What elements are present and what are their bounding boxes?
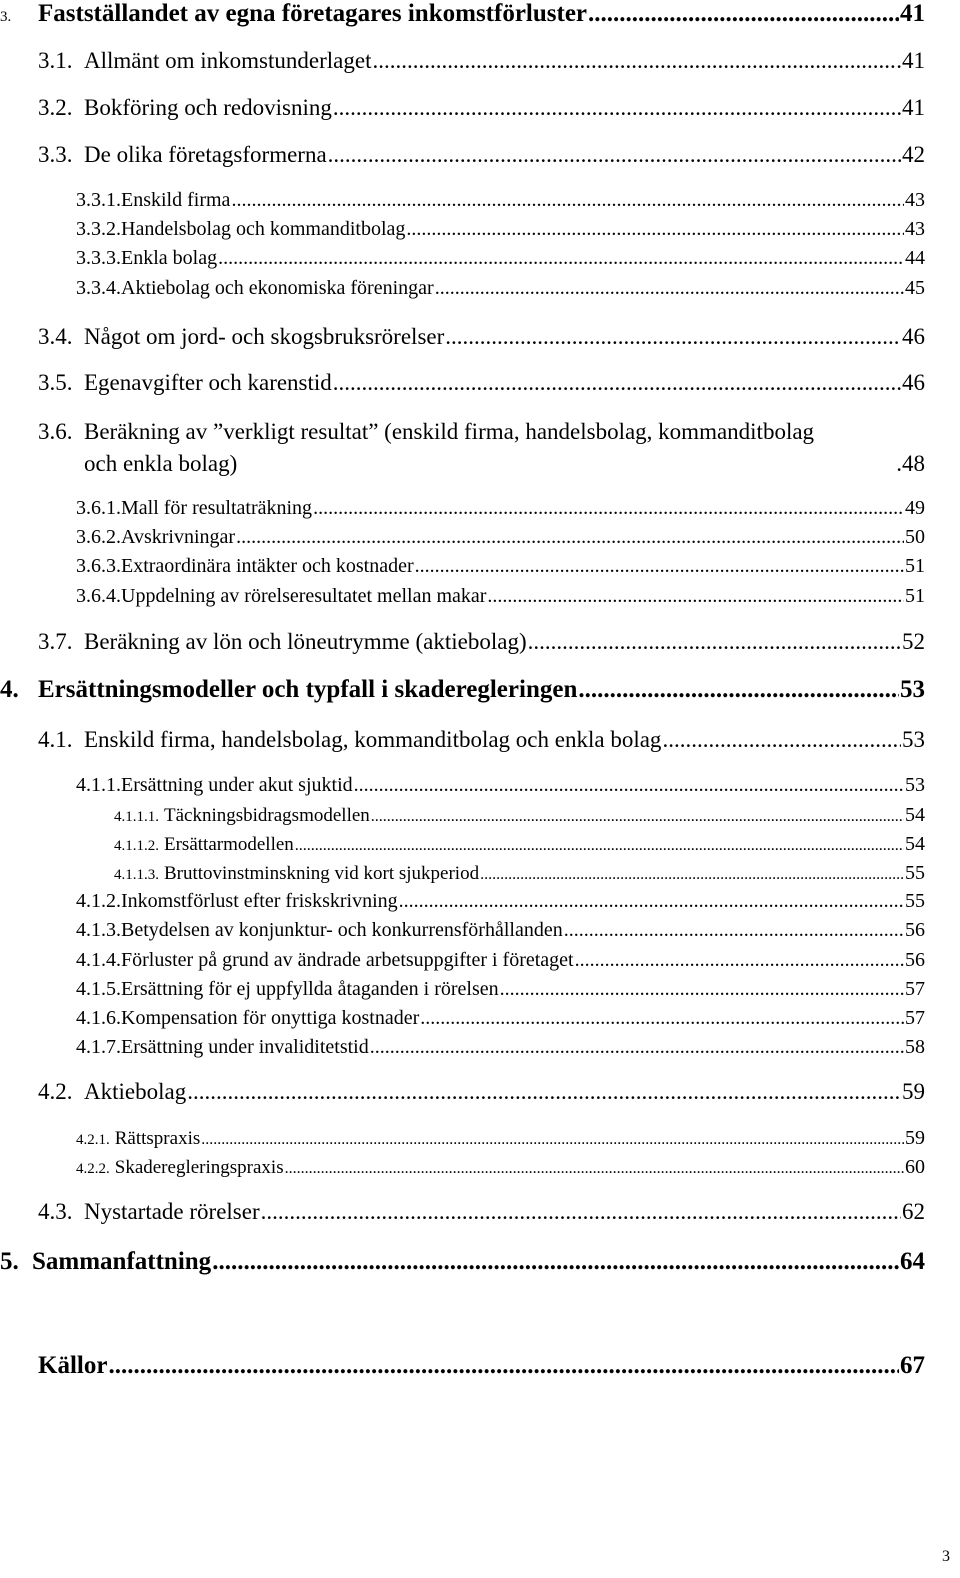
toc-entry-label: Enskild firma, handelsbolag, kommanditbolag och enkla bolag bbox=[84, 727, 662, 752]
toc-entry-number: 3.3.3. bbox=[76, 247, 121, 269]
toc-entry-label: Skaderegleringspraxis bbox=[114, 1157, 284, 1178]
toc-entry-number: 3.5. bbox=[38, 370, 73, 395]
toc-leader-dots bbox=[445, 324, 901, 350]
toc-entry-4-1-5[interactable] bbox=[76, 978, 925, 1001]
toc-entry-page: 51 bbox=[905, 555, 925, 577]
toc-entry-3-6-3[interactable] bbox=[76, 555, 925, 578]
toc-entry-page: 57 bbox=[905, 1007, 925, 1029]
toc-entry-3-6-2[interactable] bbox=[76, 526, 925, 549]
toc-entry-3-2[interactable] bbox=[38, 95, 925, 121]
toc-entry-number: 4.1.1. bbox=[76, 774, 121, 796]
toc-entry-page: 58 bbox=[905, 1036, 925, 1058]
toc-leader-dots bbox=[662, 727, 901, 753]
toc-entry-label: Aktiebolag bbox=[84, 1079, 187, 1104]
toc-entry-4-1-6[interactable] bbox=[76, 1007, 925, 1030]
toc-entry-number: 4.1.1.2. bbox=[114, 838, 159, 854]
toc-entry-4-3[interactable] bbox=[38, 1199, 925, 1225]
toc-entry-4-1-4[interactable] bbox=[76, 949, 925, 972]
toc-entry-page: 41 bbox=[902, 95, 925, 120]
toc-entry-number: 3. bbox=[0, 9, 12, 25]
toc-entry-page: 57 bbox=[905, 978, 925, 1000]
toc-entry-label: Ersättarmodellen bbox=[164, 834, 294, 855]
toc-entry-number: 4.1.7. bbox=[76, 1036, 121, 1058]
toc-entry-page: 54 bbox=[905, 833, 925, 855]
toc-leader-dots bbox=[588, 0, 899, 29]
toc-entry-4-1-1-1[interactable] bbox=[114, 804, 925, 827]
toc-entry-3-6-4[interactable] bbox=[76, 585, 925, 608]
toc-leader-dots bbox=[487, 585, 904, 608]
toc-entry-kallor[interactable] bbox=[38, 1352, 925, 1381]
toc-entry-4-1-1[interactable] bbox=[76, 774, 925, 797]
toc-entry-label: Sammanfattning bbox=[32, 1248, 212, 1275]
toc-leader-dots bbox=[371, 808, 904, 826]
page-number: 3 bbox=[942, 1548, 950, 1565]
toc-entry-number: 3.3.4. bbox=[76, 277, 121, 299]
toc-entry-number: 4.1.4. bbox=[76, 949, 121, 971]
toc-entry-label: Beräkning av ”verkligt resultat” (enskild firma, handelsbolag, kommanditbolag bbox=[84, 419, 815, 444]
toc-entry-label: Fastställandet av egna företagares inkomstförluster bbox=[38, 0, 588, 27]
toc-entry-number: 3.4. bbox=[38, 324, 73, 349]
toc-entry-number: 4.2.2. bbox=[76, 1161, 110, 1177]
toc-entry-4-1[interactable] bbox=[38, 727, 925, 753]
toc-entry-label: Källor bbox=[38, 1352, 108, 1379]
toc-entry-3-3-2[interactable] bbox=[76, 218, 925, 241]
toc-entry-4-1-2[interactable] bbox=[76, 890, 925, 913]
toc-entry-label: Förluster på grund av ändrade arbetsuppgifter i företaget bbox=[121, 949, 574, 971]
toc-entry-number: 3.1. bbox=[38, 48, 73, 73]
toc-entry-page: 56 bbox=[905, 949, 925, 971]
toc-entry-page: 55 bbox=[905, 862, 925, 884]
toc-entry-label: Ersättning under akut sjuktid bbox=[121, 774, 353, 796]
toc-entry-3-7[interactable] bbox=[38, 629, 925, 655]
toc-entry-5[interactable] bbox=[0, 1248, 925, 1277]
toc-entry-page: 51 bbox=[905, 585, 925, 607]
toc-entry-4[interactable] bbox=[0, 676, 925, 705]
toc-leader-dots bbox=[261, 1199, 901, 1225]
toc-entry-label: Aktiebolag och ekonomiska föreningar bbox=[121, 277, 434, 299]
toc-entry-label: Enskild firma bbox=[121, 189, 231, 211]
toc-entry-3-4[interactable] bbox=[38, 324, 925, 350]
toc-entry-number: 3.6.1. bbox=[76, 497, 121, 519]
toc-entry-label: Mall för resultaträkning bbox=[121, 497, 313, 519]
toc-leader-dots bbox=[231, 189, 904, 212]
toc-entry-label: De olika företagsformerna bbox=[84, 142, 327, 167]
toc-entry-3-3-1[interactable] bbox=[76, 189, 925, 212]
toc-entry-3-5[interactable] bbox=[38, 370, 925, 396]
toc-entry-4-1-1-3[interactable] bbox=[114, 862, 925, 885]
toc-entry-number: 4.1.3. bbox=[76, 919, 121, 941]
toc-entry-page: 53 bbox=[900, 676, 925, 703]
toc-leader-dots bbox=[201, 1131, 904, 1149]
toc-entry-number: 3.3. bbox=[38, 142, 73, 167]
toc-entry-4-1-7[interactable] bbox=[76, 1036, 925, 1059]
toc-leader-dots bbox=[218, 247, 904, 270]
toc-entry-4-1-1-2[interactable] bbox=[114, 833, 925, 856]
toc-entry-number: 4.2.1. bbox=[76, 1132, 110, 1148]
toc-entry-4-1-3[interactable] bbox=[76, 919, 925, 942]
toc-entry-page: 55 bbox=[905, 890, 925, 912]
toc-leader-dots bbox=[578, 676, 899, 705]
toc-entry-page: 43 bbox=[905, 218, 925, 240]
toc-leader-dots bbox=[415, 555, 904, 578]
toc-entry-page: 53 bbox=[905, 774, 925, 796]
toc-entry-number: 3.2. bbox=[38, 95, 73, 120]
toc-entry-label: Något om jord- och skogsbruksrörelser bbox=[84, 324, 445, 349]
toc-entry-number: 3.6. bbox=[38, 419, 73, 444]
toc-entry-3-3-4[interactable] bbox=[76, 277, 925, 300]
toc-entry-number: 3.3.2. bbox=[76, 218, 121, 240]
toc-leader-dots bbox=[480, 866, 904, 884]
toc-entry-number: 4.1.6. bbox=[76, 1007, 121, 1029]
toc-leader-dots bbox=[500, 978, 904, 1001]
toc-entry-3-1[interactable] bbox=[38, 48, 925, 74]
toc-entry-label-continued: och enkla bolag) bbox=[84, 451, 238, 476]
toc-leader-dots bbox=[528, 629, 901, 655]
toc-entry-4-2[interactable] bbox=[38, 1079, 925, 1105]
toc-leader-dots bbox=[285, 1160, 904, 1178]
toc-entry-3[interactable] bbox=[0, 0, 925, 29]
toc-entry-number: 4.3. bbox=[38, 1199, 73, 1224]
toc-entry-page: .48 bbox=[896, 451, 925, 476]
toc-leader-dots bbox=[328, 142, 901, 168]
toc-entry-page: 44 bbox=[905, 247, 925, 269]
toc-entry-number: 3.6.2. bbox=[76, 526, 121, 548]
toc-entry-3-6-1[interactable] bbox=[76, 497, 925, 520]
toc-entry-label: Beräkning av lön och löneutrymme (aktiebolag) bbox=[84, 629, 527, 654]
toc-entry-number: 5. bbox=[0, 1248, 19, 1275]
toc-entry-label: Täckningsbidragsmodellen bbox=[164, 805, 370, 826]
toc-entry-page: 45 bbox=[905, 277, 925, 299]
toc-entry-label: Kompensation för onyttiga kostnader bbox=[121, 1007, 420, 1029]
toc-entry-page: 60 bbox=[905, 1156, 925, 1178]
toc-leader-dots bbox=[372, 48, 895, 74]
toc-entry-page: 46 bbox=[902, 324, 925, 349]
toc-entry-label: Handelsbolag och kommanditbolag bbox=[121, 218, 406, 240]
toc-entry-number: 3.6.3. bbox=[76, 555, 121, 577]
toc-entry-number: 3.6.4. bbox=[76, 585, 121, 607]
toc-entry-label: Betydelsen av konjunktur- och konkurrensförhållanden bbox=[121, 919, 563, 941]
toc-entry-label: Avskrivningar bbox=[121, 526, 236, 548]
toc-leader-dots bbox=[236, 526, 904, 549]
toc-entry-label: Egenavgifter och karenstid bbox=[84, 370, 332, 395]
toc-leader-dots bbox=[420, 1007, 904, 1030]
toc-entry-page: 62 bbox=[902, 1199, 925, 1224]
toc-entry-number: 3.7. bbox=[38, 629, 73, 654]
toc-entry-number: 3.3.1. bbox=[76, 189, 121, 211]
toc-leader-dots bbox=[435, 277, 904, 300]
toc-entry-label: Bruttovinstminskning vid kort sjukperiod bbox=[164, 863, 480, 884]
toc-leader-dots bbox=[333, 95, 901, 121]
toc-entry-page: 53 bbox=[902, 727, 925, 752]
toc-entry-label: Allmänt om inkomstunderlaget bbox=[84, 48, 372, 73]
toc-entry-page: 50 bbox=[905, 526, 925, 548]
toc-entry-number: 4.2. bbox=[38, 1079, 73, 1104]
toc-entry-page: 42 bbox=[902, 142, 925, 167]
toc-entry-page: 59 bbox=[905, 1127, 925, 1149]
toc-entry-3-3-3[interactable] bbox=[76, 247, 925, 270]
toc-entry-number: 4.1.5. bbox=[76, 978, 121, 1000]
toc-leader-dots bbox=[313, 497, 904, 520]
toc-entry-page: 46 bbox=[902, 370, 925, 395]
toc-entry-4-2-2[interactable] bbox=[76, 1156, 925, 1179]
toc-entry-number: 4.1.2. bbox=[76, 890, 121, 912]
toc-entry-page: .41 bbox=[896, 48, 925, 73]
toc-entry-3-6[interactable] bbox=[38, 416, 960, 480]
toc-entry-label: Uppdelning av rörelseresultatet mellan makar bbox=[121, 585, 487, 607]
toc-entry-number: 4.1.1.3. bbox=[114, 867, 159, 883]
toc-entry-number: 4.1.1.1. bbox=[114, 809, 159, 825]
toc-entry-page: 43 bbox=[905, 189, 925, 211]
toc-leader-dots bbox=[333, 370, 901, 396]
toc-entry-label: Enkla bolag bbox=[121, 247, 218, 269]
toc-entry-3-3[interactable] bbox=[38, 142, 925, 168]
toc-leader-dots bbox=[406, 218, 904, 241]
toc-leader-dots bbox=[212, 1248, 899, 1277]
toc-leader-dots bbox=[575, 949, 904, 972]
toc-leader-dots bbox=[399, 890, 904, 913]
toc-entry-label: Ersättningsmodeller och typfall i skaderegleringen bbox=[38, 676, 578, 703]
toc-entry-label: Nystartade rörelser bbox=[84, 1199, 260, 1224]
toc-entry-label: Ersättning för ej uppfyllda åtaganden i rörelsen bbox=[121, 978, 499, 1000]
toc-leader-dots bbox=[354, 774, 904, 797]
toc-entry-label: Extraordinära intäkter och kostnader bbox=[121, 555, 414, 577]
toc-entry-page: 54 bbox=[905, 804, 925, 826]
toc-entry-number: 4.1. bbox=[38, 727, 73, 752]
toc-entry-page: 49 bbox=[905, 497, 925, 519]
toc-entry-label: Bokföring och redovisning bbox=[84, 95, 332, 120]
toc-leader-dots bbox=[370, 1036, 904, 1059]
toc-entry-label: Inkomstförlust efter friskskrivning bbox=[121, 890, 398, 912]
toc-entry-page: 64 bbox=[900, 1248, 925, 1275]
toc-leader-dots bbox=[564, 919, 904, 942]
toc-entry-label: Ersättning under invaliditetstid bbox=[121, 1036, 369, 1058]
toc-entry-page: 56 bbox=[905, 919, 925, 941]
toc-leader-dots bbox=[187, 1079, 901, 1105]
toc-leader-dots bbox=[108, 1352, 899, 1381]
toc-entry-page: 67 bbox=[900, 1352, 925, 1379]
toc-entry-4-2-1[interactable] bbox=[76, 1127, 925, 1150]
toc-entry-page: 41 bbox=[900, 0, 925, 27]
toc-entry-number: 4. bbox=[0, 676, 19, 703]
toc-entry-label: Rättspraxis bbox=[114, 1128, 201, 1149]
toc-entry-page: 52 bbox=[902, 629, 925, 654]
toc-leader-dots bbox=[295, 837, 904, 855]
toc-entry-page: 59 bbox=[902, 1079, 925, 1104]
